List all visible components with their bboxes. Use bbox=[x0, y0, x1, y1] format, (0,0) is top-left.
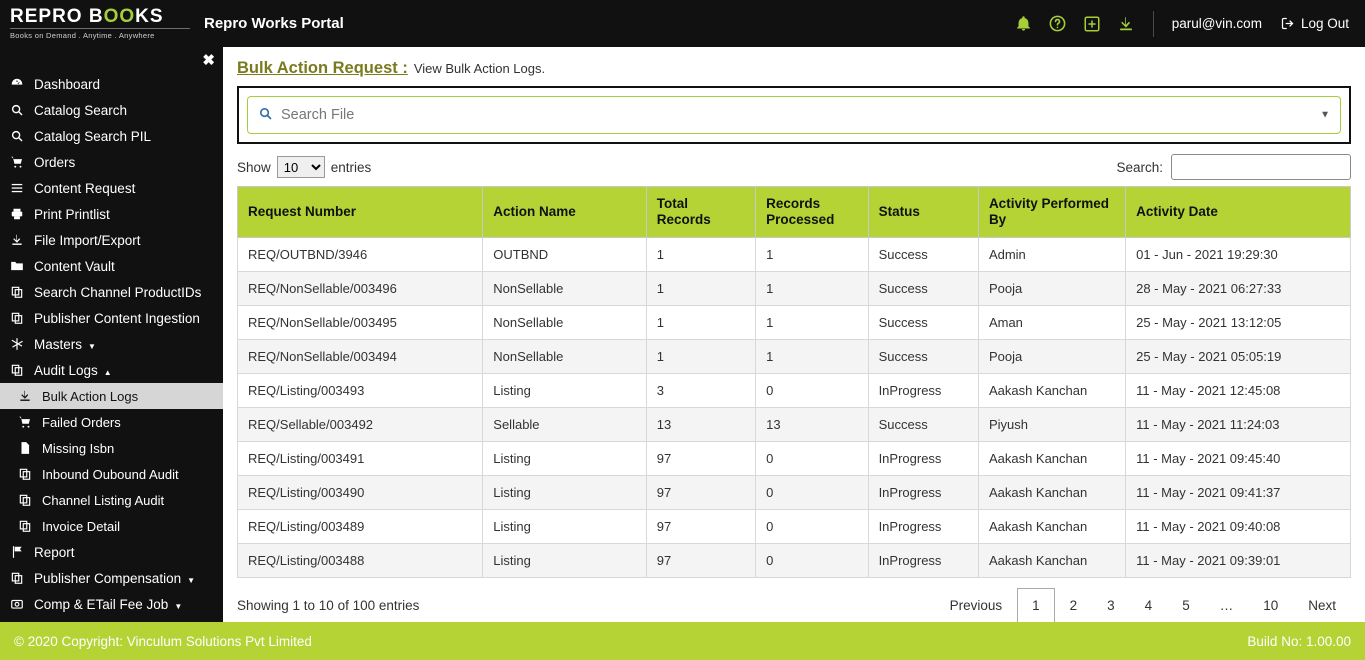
cell-request-number: REQ/Listing/003491 bbox=[238, 442, 483, 476]
search-icon bbox=[258, 106, 273, 124]
cell-performed-by: Aakash Kanchan bbox=[978, 476, 1125, 510]
cell-activity-date: 01 - Jun - 2021 19:29:30 bbox=[1126, 238, 1351, 272]
sidebar-close-icon[interactable]: ✖ bbox=[202, 52, 215, 69]
main-content bbox=[223, 47, 1365, 622]
sidebar-item-publisher-content-ingestion[interactable] bbox=[0, 305, 223, 331]
cell-performed-by: Aakash Kanchan bbox=[978, 510, 1125, 544]
cell-action-name: Listing bbox=[483, 442, 647, 476]
entries-info: Showing 1 to 10 of 100 entries bbox=[237, 598, 420, 613]
help-icon[interactable] bbox=[1048, 14, 1067, 33]
cell-records-processed: 1 bbox=[756, 306, 868, 340]
table-head bbox=[238, 187, 1351, 238]
cell-activity-date: 28 - May - 2021 06:27:33 bbox=[1126, 272, 1351, 306]
search-file-dropdown[interactable] bbox=[247, 96, 1341, 134]
sidebar-item-failed-orders[interactable] bbox=[0, 409, 223, 435]
cell-status: Success bbox=[868, 238, 978, 272]
cell-action-name: Listing bbox=[483, 544, 647, 578]
portal-title: Repro Works Portal bbox=[204, 15, 344, 32]
sidebar-nav bbox=[0, 71, 223, 617]
column-header-status[interactable]: Status bbox=[868, 187, 978, 238]
table-row[interactable] bbox=[238, 408, 1351, 442]
pagination-next[interactable]: Next bbox=[1308, 598, 1336, 613]
sidebar-item-label: Search Channel ProductIDs bbox=[34, 284, 202, 300]
folder-icon bbox=[10, 259, 30, 273]
cell-performed-by: Aakash Kanchan bbox=[978, 442, 1125, 476]
cell-action-name: NonSellable bbox=[483, 272, 647, 306]
bulk-action-table bbox=[237, 186, 1351, 578]
sidebar-item-comp-etail-fee-job[interactable] bbox=[0, 591, 223, 617]
table-row[interactable] bbox=[238, 238, 1351, 272]
logo-tagline: Books on Demand . Anytime . Anywhere bbox=[10, 28, 190, 40]
sidebar-item-label: Catalog Search PIL bbox=[34, 128, 152, 144]
cell-records-processed: 1 bbox=[756, 272, 868, 306]
sidebar-item-file-import-export[interactable] bbox=[0, 227, 223, 253]
download-icon bbox=[18, 389, 38, 403]
copy-icon bbox=[18, 493, 38, 507]
sidebar-item-channel-listing-audit[interactable] bbox=[0, 487, 223, 513]
table-footer bbox=[237, 588, 1351, 622]
column-header-activity-performed-by[interactable]: Activity Performed By bbox=[978, 187, 1125, 238]
cell-action-name: NonSellable bbox=[483, 306, 647, 340]
logo[interactable] bbox=[0, 0, 190, 47]
cell-records-processed: 1 bbox=[756, 238, 868, 272]
cell-records-processed: 0 bbox=[756, 374, 868, 408]
chevron-down-icon bbox=[181, 571, 195, 586]
entries-label: entries bbox=[330, 159, 372, 175]
cell-records-processed: 0 bbox=[756, 510, 868, 544]
sidebar-item-label: Comp & ETail Fee Job bbox=[34, 596, 169, 612]
printer-icon bbox=[10, 207, 30, 221]
cell-records-processed: 0 bbox=[756, 544, 868, 578]
cell-total-records: 97 bbox=[646, 510, 755, 544]
cell-total-records: 1 bbox=[646, 306, 755, 340]
cell-status: InProgress bbox=[868, 476, 978, 510]
add-box-icon[interactable] bbox=[1083, 15, 1101, 33]
table-row[interactable] bbox=[238, 272, 1351, 306]
cell-status: Success bbox=[868, 306, 978, 340]
cell-records-processed: 0 bbox=[756, 476, 868, 510]
top-icon-group bbox=[1015, 14, 1135, 33]
topbar-divider bbox=[1153, 11, 1154, 37]
sidebar-item-label: Missing Isbn bbox=[42, 440, 115, 456]
chevron-up-icon bbox=[98, 363, 112, 378]
chevron-down-icon[interactable]: ▼ bbox=[1320, 109, 1330, 121]
cell-action-name: NonSellable bbox=[483, 340, 647, 374]
sidebar-item-label: Content Request bbox=[34, 180, 136, 196]
sidebar-item-bulk-action-logs[interactable] bbox=[0, 383, 223, 409]
cell-performed-by: Aakash Kanchan bbox=[978, 544, 1125, 578]
column-header-activity-date[interactable]: Activity Date bbox=[1126, 187, 1351, 238]
cell-status: InProgress bbox=[868, 510, 978, 544]
sidebar-item-label: Print Printlist bbox=[34, 206, 110, 222]
sidebar-item-label: Audit Logs bbox=[34, 362, 98, 378]
sidebar-item-label: Content Vault bbox=[34, 258, 115, 274]
search-panel bbox=[237, 86, 1351, 144]
download-icon bbox=[10, 233, 30, 247]
sidebar-item-label: File Import/Export bbox=[34, 232, 141, 248]
cell-status: Success bbox=[868, 408, 978, 442]
pagination-page-3[interactable]: 3 bbox=[1107, 598, 1115, 613]
cell-total-records: 3 bbox=[646, 374, 755, 408]
cell-request-number: REQ/NonSellable/003496 bbox=[238, 272, 483, 306]
page-icon bbox=[18, 441, 38, 455]
cell-performed-by: Aman bbox=[978, 306, 1125, 340]
copy-icon bbox=[10, 363, 30, 377]
pagination-page-10[interactable]: 10 bbox=[1263, 598, 1279, 613]
cell-activity-date: 11 - May - 2021 09:40:08 bbox=[1126, 510, 1351, 544]
cell-action-name: Listing bbox=[483, 374, 647, 408]
sidebar-item-label: Bulk Action Logs bbox=[42, 388, 139, 404]
sidebar-item-report[interactable] bbox=[0, 539, 223, 565]
cell-performed-by: Pooja bbox=[978, 340, 1125, 374]
cell-total-records: 97 bbox=[646, 476, 755, 510]
sidebar-item-orders[interactable] bbox=[0, 149, 223, 175]
cell-request-number: REQ/Listing/003490 bbox=[238, 476, 483, 510]
sidebar-item-content-vault[interactable] bbox=[0, 253, 223, 279]
sidebar-item-print-printlist[interactable] bbox=[0, 201, 223, 227]
cart-icon bbox=[18, 415, 38, 429]
asterisk-icon bbox=[10, 337, 30, 351]
pagination-page-2[interactable]: 2 bbox=[1069, 598, 1078, 613]
table-header-row bbox=[238, 187, 1351, 238]
table-controls bbox=[237, 154, 1351, 180]
table-row[interactable] bbox=[238, 476, 1351, 510]
page-footer bbox=[0, 622, 1365, 660]
sidebar-item-label: Invoice Detail bbox=[42, 518, 121, 534]
table-row[interactable] bbox=[238, 544, 1351, 578]
cell-records-processed: 13 bbox=[756, 408, 868, 442]
cell-activity-date: 11 - May - 2021 09:45:40 bbox=[1126, 442, 1351, 476]
column-header-request-number[interactable]: Request Number bbox=[238, 187, 483, 238]
cell-activity-date: 11 - May - 2021 11:24:03 bbox=[1126, 408, 1351, 442]
sidebar-item-content-request[interactable] bbox=[0, 175, 223, 201]
body-wrapper bbox=[0, 47, 1365, 622]
sidebar-item-audit-logs[interactable] bbox=[0, 357, 223, 383]
column-header-records-processed[interactable]: Records Processed bbox=[756, 187, 868, 238]
table-row[interactable] bbox=[238, 510, 1351, 544]
table-row[interactable] bbox=[238, 442, 1351, 476]
sidebar-item-missing-isbn[interactable] bbox=[0, 435, 223, 461]
copy-icon bbox=[10, 285, 30, 299]
table-body bbox=[238, 238, 1351, 578]
sidebar-item-publisher-compensation[interactable] bbox=[0, 565, 223, 591]
cell-records-processed: 0 bbox=[756, 442, 868, 476]
sidebar-item-label: Catalog Search bbox=[34, 102, 128, 118]
cell-action-name: Listing bbox=[483, 510, 647, 544]
sidebar-item-catalog-search[interactable] bbox=[0, 97, 223, 123]
cell-request-number: REQ/Listing/003488 bbox=[238, 544, 483, 578]
cell-request-number: REQ/OUTBND/3946 bbox=[238, 238, 483, 272]
sidebar-item-dashboard[interactable] bbox=[0, 71, 223, 97]
download-icon[interactable] bbox=[1117, 15, 1135, 33]
cell-total-records: 13 bbox=[646, 408, 755, 442]
search-label: Search: bbox=[1116, 159, 1163, 175]
table-row[interactable] bbox=[238, 340, 1351, 374]
cell-action-name: Sellable bbox=[483, 408, 647, 442]
chevron-down-icon bbox=[82, 337, 96, 352]
cell-total-records: 97 bbox=[646, 442, 755, 476]
pagination-page-4[interactable]: 4 bbox=[1144, 598, 1153, 613]
cell-request-number: REQ/NonSellable/003495 bbox=[238, 306, 483, 340]
cell-performed-by: Admin bbox=[978, 238, 1125, 272]
logout-button[interactable] bbox=[1280, 16, 1349, 31]
sidebar-item-label: Inbound Oubound Audit bbox=[42, 466, 179, 482]
sidebar-item-label: Orders bbox=[34, 154, 76, 170]
sidebar-item-label: Report bbox=[34, 544, 75, 560]
cell-total-records: 1 bbox=[646, 272, 755, 306]
cell-action-name: Listing bbox=[483, 476, 647, 510]
chevron-down-icon bbox=[168, 597, 182, 612]
show-label: Show bbox=[237, 159, 271, 175]
user-email[interactable]: parul@vin.com bbox=[1171, 16, 1262, 31]
cell-performed-by: Aakash Kanchan bbox=[978, 374, 1125, 408]
bell-icon[interactable] bbox=[1015, 15, 1032, 32]
flag-icon bbox=[10, 545, 30, 559]
copyright-text: © 2020 Copyright: Vinculum Solutions Pvt Limited bbox=[14, 633, 312, 649]
cell-status: Success bbox=[868, 340, 978, 374]
sidebar-item-inbound-outbound-audit[interactable] bbox=[0, 461, 223, 487]
pagination bbox=[935, 588, 1351, 622]
cell-total-records: 1 bbox=[646, 340, 755, 374]
copy-icon bbox=[10, 571, 30, 585]
dashboard-icon bbox=[10, 77, 30, 91]
cell-action-name: OUTBND bbox=[483, 238, 647, 272]
column-header-action-name[interactable]: Action Name bbox=[483, 187, 647, 238]
show-entries-control bbox=[237, 156, 371, 178]
cart-icon bbox=[10, 155, 30, 169]
top-bar bbox=[0, 0, 1365, 47]
cell-status: InProgress bbox=[868, 544, 978, 578]
sidebar-item-label: Failed Orders bbox=[42, 414, 121, 430]
table-row[interactable] bbox=[238, 374, 1351, 408]
sidebar-item-search-channel-productids[interactable] bbox=[0, 279, 223, 305]
cell-activity-date: 11 - May - 2021 09:39:01 bbox=[1126, 544, 1351, 578]
cell-status: InProgress bbox=[868, 442, 978, 476]
logout-icon bbox=[1280, 16, 1295, 31]
cell-request-number: REQ/Listing/003493 bbox=[238, 374, 483, 408]
sidebar-item-catalog-search-pil[interactable] bbox=[0, 123, 223, 149]
page-title: Bulk Action Request : bbox=[237, 59, 408, 77]
cell-request-number: REQ/NonSellable/003494 bbox=[238, 340, 483, 374]
page-header bbox=[237, 47, 1351, 86]
table-search-control bbox=[1116, 154, 1351, 180]
table-row[interactable] bbox=[238, 306, 1351, 340]
cell-status: InProgress bbox=[868, 374, 978, 408]
copy-icon bbox=[10, 311, 30, 325]
sidebar-item-invoice-detail[interactable] bbox=[0, 513, 223, 539]
sidebar-item-label: Channel Listing Audit bbox=[42, 492, 165, 508]
sidebar bbox=[0, 47, 223, 622]
search-icon bbox=[10, 129, 30, 143]
cell-request-number: REQ/Listing/003489 bbox=[238, 510, 483, 544]
page-size-select[interactable] bbox=[277, 156, 325, 178]
sidebar-item-label: Dashboard bbox=[34, 76, 101, 92]
pagination-page-1[interactable]: 1 bbox=[1017, 588, 1055, 622]
page-subtitle: View Bulk Action Logs. bbox=[413, 61, 546, 76]
cell-activity-date: 25 - May - 2021 05:05:19 bbox=[1126, 340, 1351, 374]
list-icon bbox=[10, 181, 30, 195]
cell-total-records: 1 bbox=[646, 238, 755, 272]
cell-activity-date: 25 - May - 2021 13:12:05 bbox=[1126, 306, 1351, 340]
pagination-page-5[interactable]: 5 bbox=[1182, 598, 1190, 613]
pagination-previous[interactable]: Previous bbox=[949, 598, 1003, 613]
sidebar-item-label: Publisher Compensation bbox=[34, 570, 182, 586]
sidebar-item-label: Publisher Content Ingestion bbox=[34, 310, 200, 326]
logo-title: REPRO BOOKS bbox=[10, 6, 164, 27]
cell-records-processed: 1 bbox=[756, 340, 868, 374]
copy-icon bbox=[18, 467, 38, 481]
column-header-total-records[interactable]: Total Records bbox=[646, 187, 755, 238]
search-icon bbox=[10, 103, 30, 117]
sidebar-item-label: Masters bbox=[34, 336, 83, 352]
search-input[interactable] bbox=[1171, 154, 1351, 180]
cell-activity-date: 11 - May - 2021 12:45:08 bbox=[1126, 374, 1351, 408]
cell-performed-by: Piyush bbox=[978, 408, 1125, 442]
cell-request-number: REQ/Sellable/003492 bbox=[238, 408, 483, 442]
build-number: Build No: 1.00.00 bbox=[1247, 633, 1351, 649]
cell-status: Success bbox=[868, 272, 978, 306]
copy-icon bbox=[18, 519, 38, 533]
sidebar-item-masters[interactable] bbox=[0, 331, 223, 357]
cell-performed-by: Pooja bbox=[978, 272, 1125, 306]
logout-label: Log Out bbox=[1300, 16, 1349, 31]
cell-activity-date: 11 - May - 2021 09:41:37 bbox=[1126, 476, 1351, 510]
search-file-placeholder: Search File bbox=[281, 107, 355, 123]
camera-icon bbox=[10, 597, 30, 611]
pagination-ellipsis: … bbox=[1219, 598, 1234, 613]
cell-total-records: 97 bbox=[646, 544, 755, 578]
